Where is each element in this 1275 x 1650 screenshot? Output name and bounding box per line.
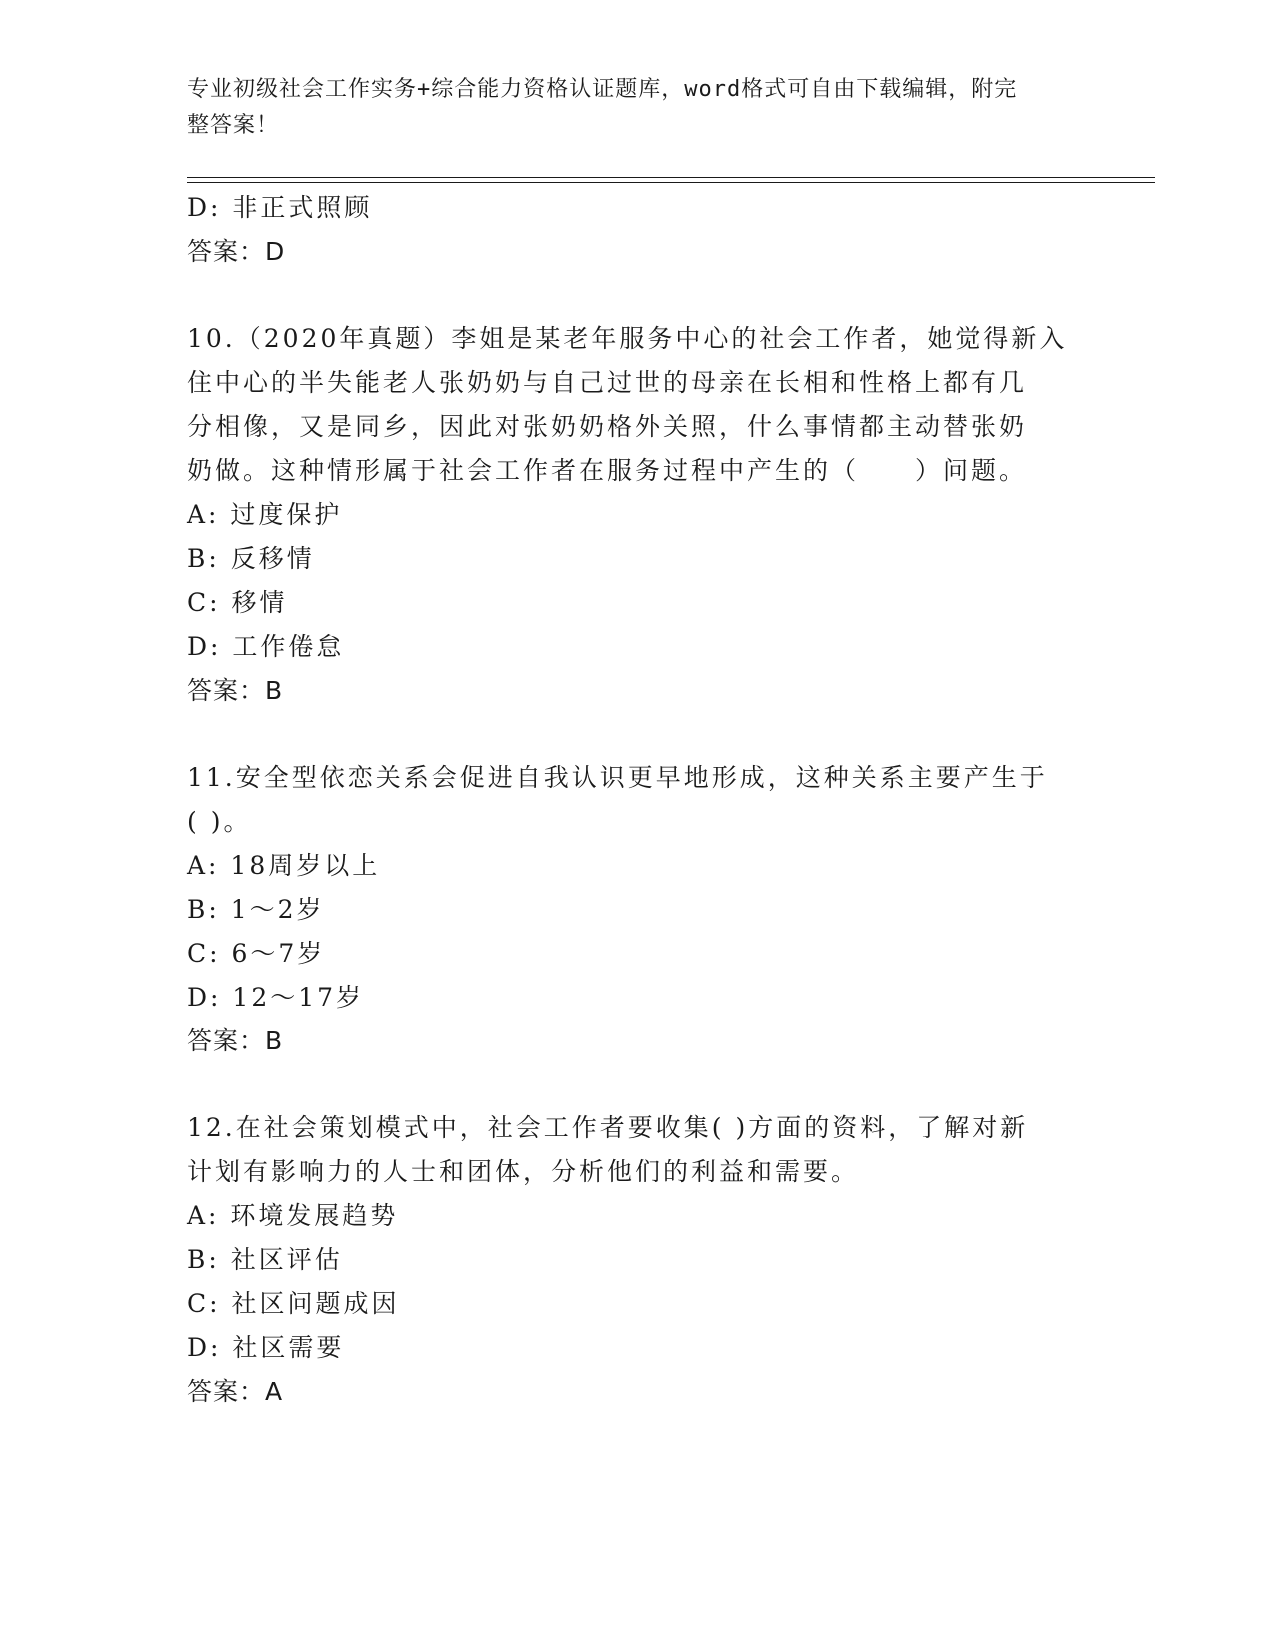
q11-text-line-1: 11.安全型依恋关系会促进自我认识更早地形成，这种关系主要产生于	[187, 763, 1048, 792]
q12-option-c: C: 社区问题成因	[187, 1289, 400, 1318]
q12-answer: 答案：A	[187, 1377, 284, 1406]
q11-text-line-2: ( )。	[187, 807, 252, 836]
prev-option-d: D: 非正式照顾	[187, 193, 373, 222]
q11-answer: 答案：B	[187, 1026, 284, 1055]
q12-option-a: A: 环境发展趋势	[187, 1201, 399, 1230]
q12-text-line-2: 计划有影响力的人士和团体，分析他们的利益和需要。	[187, 1157, 860, 1186]
header-line-2: 整答案！	[187, 113, 280, 138]
page-header	[187, 72, 1087, 144]
prev-answer: 答案：D	[187, 237, 286, 266]
q10-text-line-3: 分相像，又是同乡，因此对张奶奶格外关照，什么事情都主动替张奶	[187, 412, 1028, 441]
q10-option-d: D: 工作倦怠	[187, 632, 345, 661]
q12-option-b: B: 社区评估	[187, 1245, 343, 1274]
q10-option-c: C: 移情	[187, 588, 288, 617]
q11-option-b: B: 1～2岁	[187, 895, 325, 924]
header-line-1: 专业初级社会工作实务+综合能力资格认证题库，word格式可自由下载编辑，附完	[187, 77, 1018, 102]
header-divider	[187, 177, 1155, 183]
q10-answer: 答案：B	[187, 676, 284, 705]
q10-option-a: A: 过度保护	[187, 500, 343, 529]
q12-option-d: D: 社区需要	[187, 1333, 345, 1362]
q11-option-d: D: 12～17岁	[187, 983, 365, 1012]
q10-text-line-2: 住中心的半失能老人张奶奶与自己过世的母亲在长相和性格上都有几	[187, 368, 1028, 397]
q10-text-line-1: 10.（2020年真题）李姐是某老年服务中心的社会工作者，她觉得新入	[187, 324, 1068, 353]
q11-option-a: A: 18周岁以上	[187, 851, 381, 880]
q11-option-c: C: 6～7岁	[187, 939, 326, 968]
q12-text-line-1: 12.在社会策划模式中，社会工作者要收集( )方面的资料，了解对新	[187, 1113, 1029, 1142]
q10-text-line-4: 奶做。这种情形属于社会工作者在服务过程中产生的（ ）问题。	[187, 456, 1028, 485]
q10-option-b: B: 反移情	[187, 544, 315, 573]
